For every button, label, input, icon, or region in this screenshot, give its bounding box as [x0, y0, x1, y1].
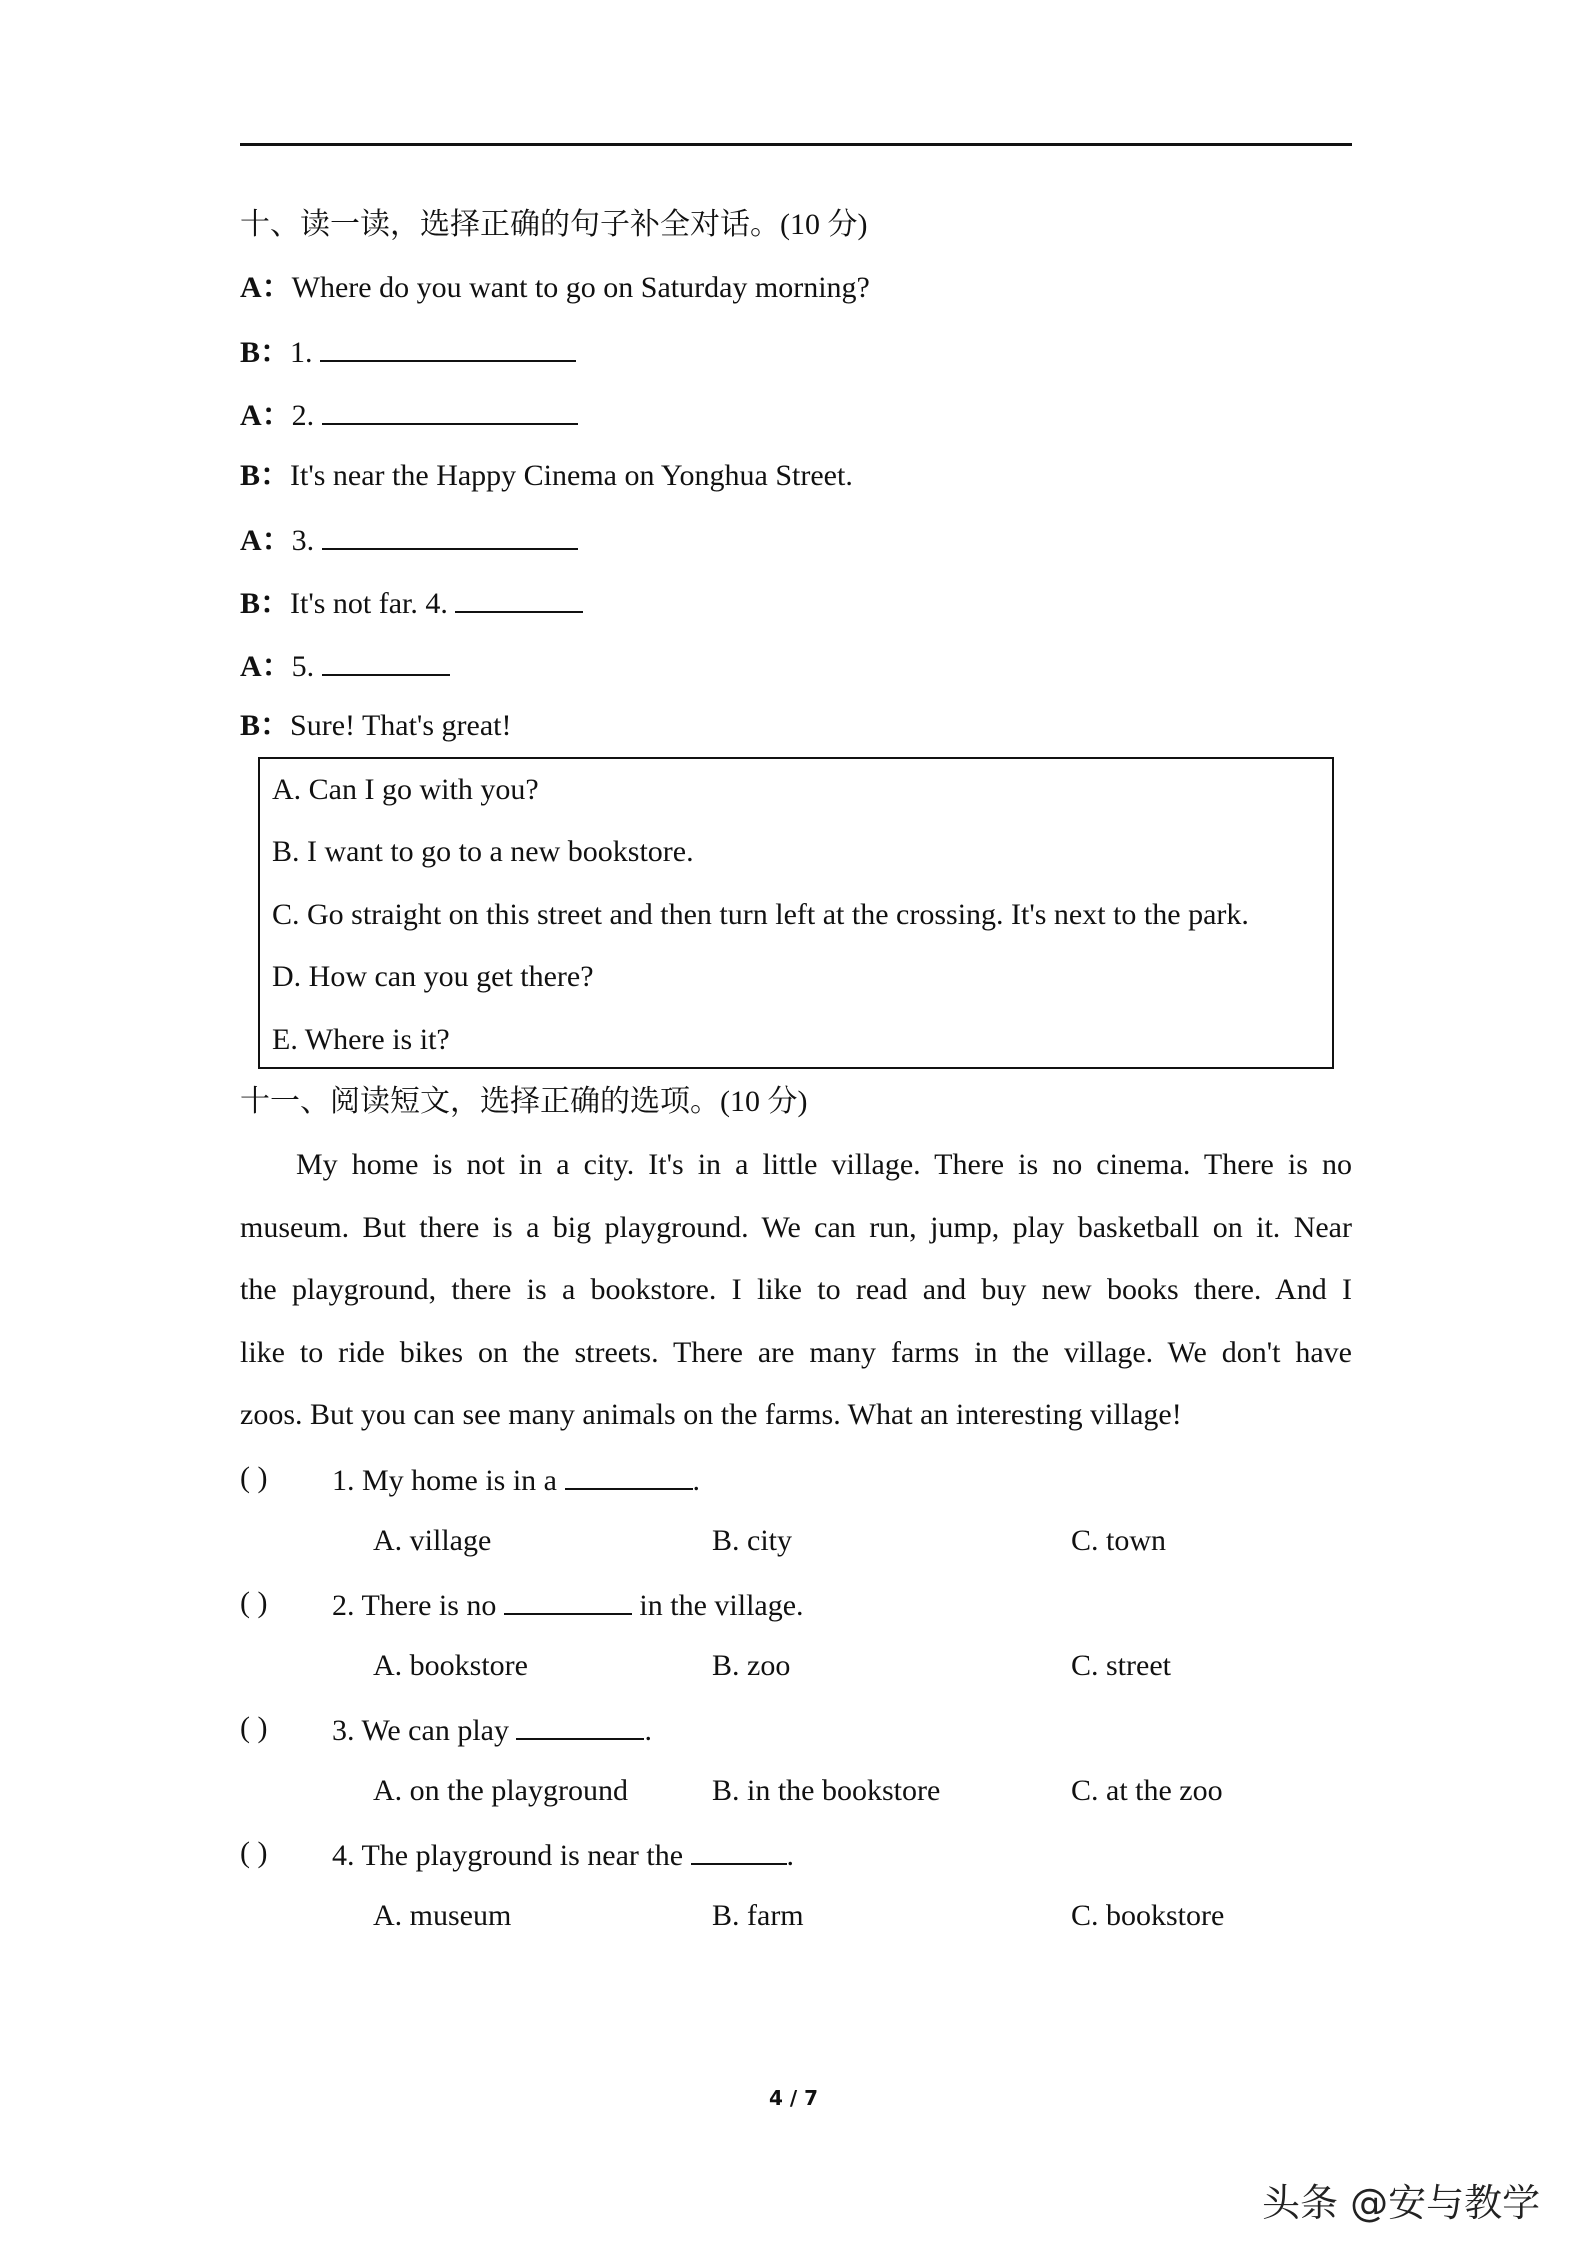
- question-text: 1. My home is in a: [332, 1464, 557, 1497]
- option-item: A. Can I go with you?: [272, 773, 539, 806]
- choice-a[interactable]: A. museum: [373, 1899, 512, 1932]
- line-text: 3.: [291, 524, 315, 557]
- choice-b[interactable]: B. in the bookstore: [712, 1774, 941, 1807]
- speaker: A：: [240, 399, 292, 432]
- section-11-title: 十一、阅读短文，选择正确的选项。(10 分): [240, 1085, 808, 1118]
- answer-paren[interactable]: ( ): [240, 1461, 268, 1494]
- line-text: Where do you want to go on Saturday morning?: [291, 271, 870, 304]
- watermark: 头条 @安与教学: [1262, 2181, 1541, 2225]
- answer-blank[interactable]: [455, 581, 583, 613]
- line-text: 1.: [290, 336, 313, 369]
- question-stem: [332, 1833, 794, 1876]
- line-text: 5.: [291, 650, 315, 683]
- options-box: [258, 757, 1334, 1069]
- question-text-end: in the village.: [639, 1589, 804, 1622]
- option-item: E. Where is it?: [272, 1023, 450, 1056]
- line-text: It's not far. 4.: [290, 587, 448, 620]
- passage-line: museum. But there is a big playground. We can run, jump, play basketball on it. Near: [240, 1211, 1352, 1244]
- choice-a[interactable]: A. on the playground: [373, 1774, 628, 1807]
- answer-blank[interactable]: [322, 644, 450, 676]
- dialogue-line: [240, 330, 576, 373]
- line-text: It's near the Happy Cinema on Yonghua Street.: [290, 459, 853, 492]
- option-item: C. Go straight on this street and then turn left at the crossing. It's next to the park.: [272, 898, 1249, 931]
- question-blank: [516, 1708, 644, 1740]
- question-text-end: .: [786, 1839, 795, 1872]
- dialogue-line: [240, 393, 578, 436]
- dialogue-line: [240, 456, 853, 496]
- passage-line: My home is not in a city. It's in a little village. There is no cinema. There is no: [296, 1148, 1352, 1181]
- choice-a[interactable]: A. village: [373, 1524, 492, 1557]
- speaker: B：: [240, 587, 291, 620]
- speaker: B：: [240, 459, 291, 492]
- answer-blank[interactable]: [322, 393, 578, 425]
- answer-paren[interactable]: ( ): [240, 1586, 268, 1619]
- question-blank: [691, 1833, 787, 1865]
- question-text: 4. The playground is near the: [332, 1839, 684, 1872]
- speaker: B：: [240, 709, 291, 742]
- question-blank: [565, 1458, 693, 1490]
- passage-line: the playground, there is a bookstore. I like to read and buy new books there. And I: [240, 1273, 1352, 1306]
- section-10-title: 十、读一读，选择正确的句子补全对话。(10 分): [240, 208, 868, 241]
- header-rule: [240, 143, 1352, 146]
- dialogue-line: [240, 706, 511, 746]
- question-text-end: .: [692, 1464, 700, 1497]
- speaker: A：: [240, 650, 292, 683]
- question-stem: [332, 1583, 804, 1626]
- dialogue-line: [240, 581, 583, 624]
- question-stem: [332, 1458, 700, 1501]
- dialogue-line: [240, 268, 870, 308]
- question-blank: [504, 1583, 632, 1615]
- speaker: A：: [240, 271, 292, 304]
- page-number: 4 / 7: [768, 2086, 819, 2110]
- answer-blank[interactable]: [320, 330, 576, 362]
- choice-c[interactable]: C. bookstore: [1071, 1899, 1225, 1932]
- choice-c[interactable]: C. at the zoo: [1071, 1774, 1223, 1807]
- choice-b[interactable]: B. farm: [712, 1899, 804, 1932]
- choice-b[interactable]: B. zoo: [712, 1649, 791, 1682]
- option-item: D. How can you get there?: [272, 960, 594, 993]
- question-stem: [332, 1708, 652, 1751]
- speaker: A：: [240, 524, 292, 557]
- dialogue-line: [240, 644, 450, 687]
- dialogue-line: [240, 518, 578, 561]
- passage-line: like to ride bikes on the streets. There are many farms in the village. We don't have: [240, 1336, 1352, 1369]
- speaker: B：: [240, 336, 291, 369]
- choice-c[interactable]: C. town: [1071, 1524, 1167, 1557]
- answer-blank[interactable]: [322, 518, 578, 550]
- option-item: B. I want to go to a new bookstore.: [272, 835, 694, 868]
- choice-b[interactable]: B. city: [712, 1524, 792, 1557]
- question-text: 2. There is no: [332, 1589, 497, 1622]
- line-text: Sure! That's great!: [290, 709, 512, 742]
- question-text-end: .: [644, 1714, 652, 1747]
- answer-paren[interactable]: ( ): [240, 1836, 268, 1869]
- answer-paren[interactable]: ( ): [240, 1711, 268, 1744]
- choice-c[interactable]: C. street: [1071, 1649, 1171, 1682]
- question-text: 3. We can play: [332, 1714, 509, 1747]
- passage-line: zoos. But you can see many animals on the farms. What an interesting village!: [240, 1398, 1182, 1431]
- choice-a[interactable]: A. bookstore: [373, 1649, 528, 1682]
- line-text: 2.: [291, 399, 315, 432]
